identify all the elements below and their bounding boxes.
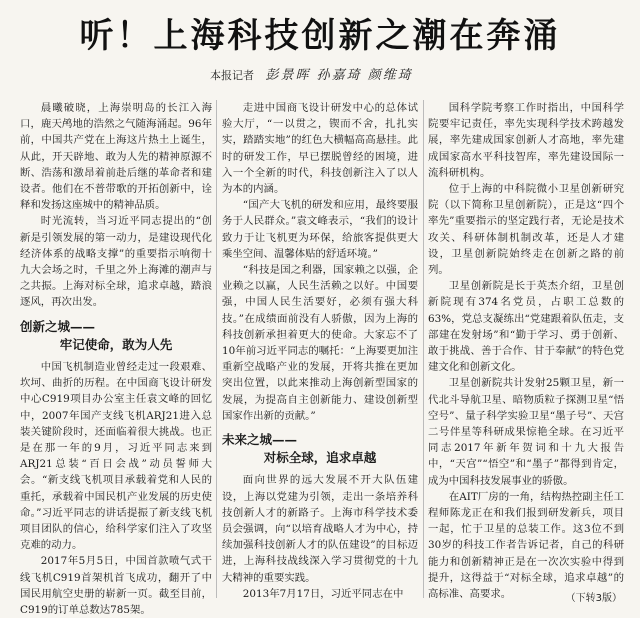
continued-note: （下转3版）	[565, 593, 622, 604]
column-divider	[423, 100, 424, 598]
section-subtitle: 对标全球，追求卓越	[263, 450, 377, 466]
paragraph: “科技是国之利器，国家赖之以强，企业赖之以赢，人民生活赖之以好。中国要强，中国人民生活要好，必须有强大科技。”在成绩面前没有人骄傲，因为上海的科技创新承担着更大的使命。大家忘不了10年前习近平同志的嘱托：“上海要更加注重新空战略产业的发展，开将共推在更加突出位置，以此来推动上海创新型国家的发展，为提高自主创新能力、建设创新型国家作出新的贡献。”	[222, 264, 418, 422]
section-title: 未来之城——	[222, 432, 298, 448]
paragraph: 中国飞机制造业曾经走过一段艰难、坎坷、曲折的历程。在中国商飞设计研发中心C919项目办公室主任袁文峰的回忆中，2007年国产支线飞机ARJ21进入总装关键阶段时，还面临着很大挑战。也正是在那一年的9月，习近平同志来到ARJ21总装“百日会战”动员誓师大会。“新支线飞机项目承载着党和人民的重托，承载着中国民机产业发展的历史使命。”习近平同志的讲话提振了新支线飞机项目团队的信心，给科学家们注入了攻坚克难的动力。	[20, 361, 212, 552]
column-divider	[216, 100, 217, 598]
paragraph: 晨曦破晓，上海崇明岛的长江入海口，鹿天鸬地的浩然之气随海涌起。96年前，中国共产党在上海这片热土上诞生，从此，开天辟地、敢为人先的精神原源不断、浩荡和激昂着前赴后继的革命者和建设者。他们在不普带歌的开拓创新中，诠释和发扬这座城中的精神品质。	[20, 102, 212, 212]
paragraph: 面向世界的远大发展不开大队伍建设，上海以党建为引领，走出一条培养科技创新人才的新路子。上海市科学技术委员会强调，向“以培育战略人才为中心，持续加强科技创新人才的队伍建设”的目标迈进，上海科技战线深入学习贯彻党的十九大精神的重要实践。	[222, 474, 418, 584]
paragraph: 卫星创新院共计发射25颗卫星，新一代北斗导航卫星、暗物质粒子探测卫星“悟空号”、量子科学实验卫星“墨子号”、天宫二号伴星等科研成果惊艳全球。在习近平同志2017年新年贺词和十九大报告中，“天宫”“悟空”和“墨子”都得到肯定，成为中国科技发展事业的骄傲。	[428, 377, 624, 487]
headline: 听！上海科技创新之潮在奔涌	[79, 16, 561, 56]
column-3	[428, 100, 624, 600]
column-1	[20, 100, 212, 617]
byline	[210, 64, 413, 83]
paragraph: 卫星创新院是长于英杰介绍，卫星创新院现有374名党员，占职工总数的63%，党总支凝练出“党建跟着队伍走，支部建在发射场”和“勤于学习、勇于创新、敢于挑战、善于合作、甘于奉献”的特色党建文化和创新文化。	[428, 280, 624, 374]
paragraph: 国科学院考察工作时指出，中国科学院要牢记责任，率先实现科学技术跨越发展，率先建成国家创新人才高地，率先建成国家高水平科技智库，率先建设国际一流科研机构。	[428, 102, 624, 179]
paragraph: 时光流转，当习近平同志提出的“创新是引领发展的第一动力，是建设现代化经济体系的战略支撑”的重要指示响彻十九大会场之时，千里之外上海滩的潮声与之共振。上海对标全球，追求卓越，踏浪逐风，再次出发。	[20, 215, 212, 309]
byline-names: 彭景晖 孙嘉琦 颜维琦	[265, 68, 413, 83]
section-title: 创新之城——	[20, 318, 96, 334]
paragraph: 2013年7月17日，习近平同志在中	[242, 587, 404, 600]
byline-role: 本报记者	[210, 69, 254, 82]
column-2	[222, 100, 418, 600]
paragraph: 位于上海的中科院微小卫星创新研究院（以下简称卫星创新院），正是这“四个率先”重要指示的坚定践行者，无论是技术攻关、科研体制机制改革，还是人才建设，卫星创新院始终走在创新之路的前列。	[428, 183, 624, 277]
section-subtitle: 牢记使命，敢为人先	[59, 336, 173, 352]
paragraph: 走进中国商飞设计研发中心的总体试验大厅，“一以贯之，锲而不舍，扎扎实实，踏踏实地”的红色大横幅高高悬挂。此时的研发工作，早已摆脱曾经的困境，进入一个全新的时代，科技创新注入了以人为本的内涵。	[222, 102, 418, 196]
paragraph: “国产大飞机的研发和应用，最终要服务于人民群众。”袁文峰表示，“我们的设计致力于让飞机更为环保，给旅客提供更大乘坐空间、温馨体贴的舒适环境。”	[222, 199, 418, 260]
paragraph: 在AIT厂房的一角，结构热控副主任工程师陈龙正在和我们报到研发新兵，项目一起，忙于卫星的总装工作。这3位不到30岁的科技工作者告诉记者，自己的科研能力和创新精神正是在一次次实验中得到提升，这得益于“对标全球，追求卓越”的高标准、高要求。	[428, 490, 624, 601]
paragraph: 2017年5月5日，中国首款喷气式干线飞机C919首架机首飞成功，翻开了中国民用航空史册的崭新一页。截至目前，C919的订单总数达785架。	[20, 555, 212, 617]
